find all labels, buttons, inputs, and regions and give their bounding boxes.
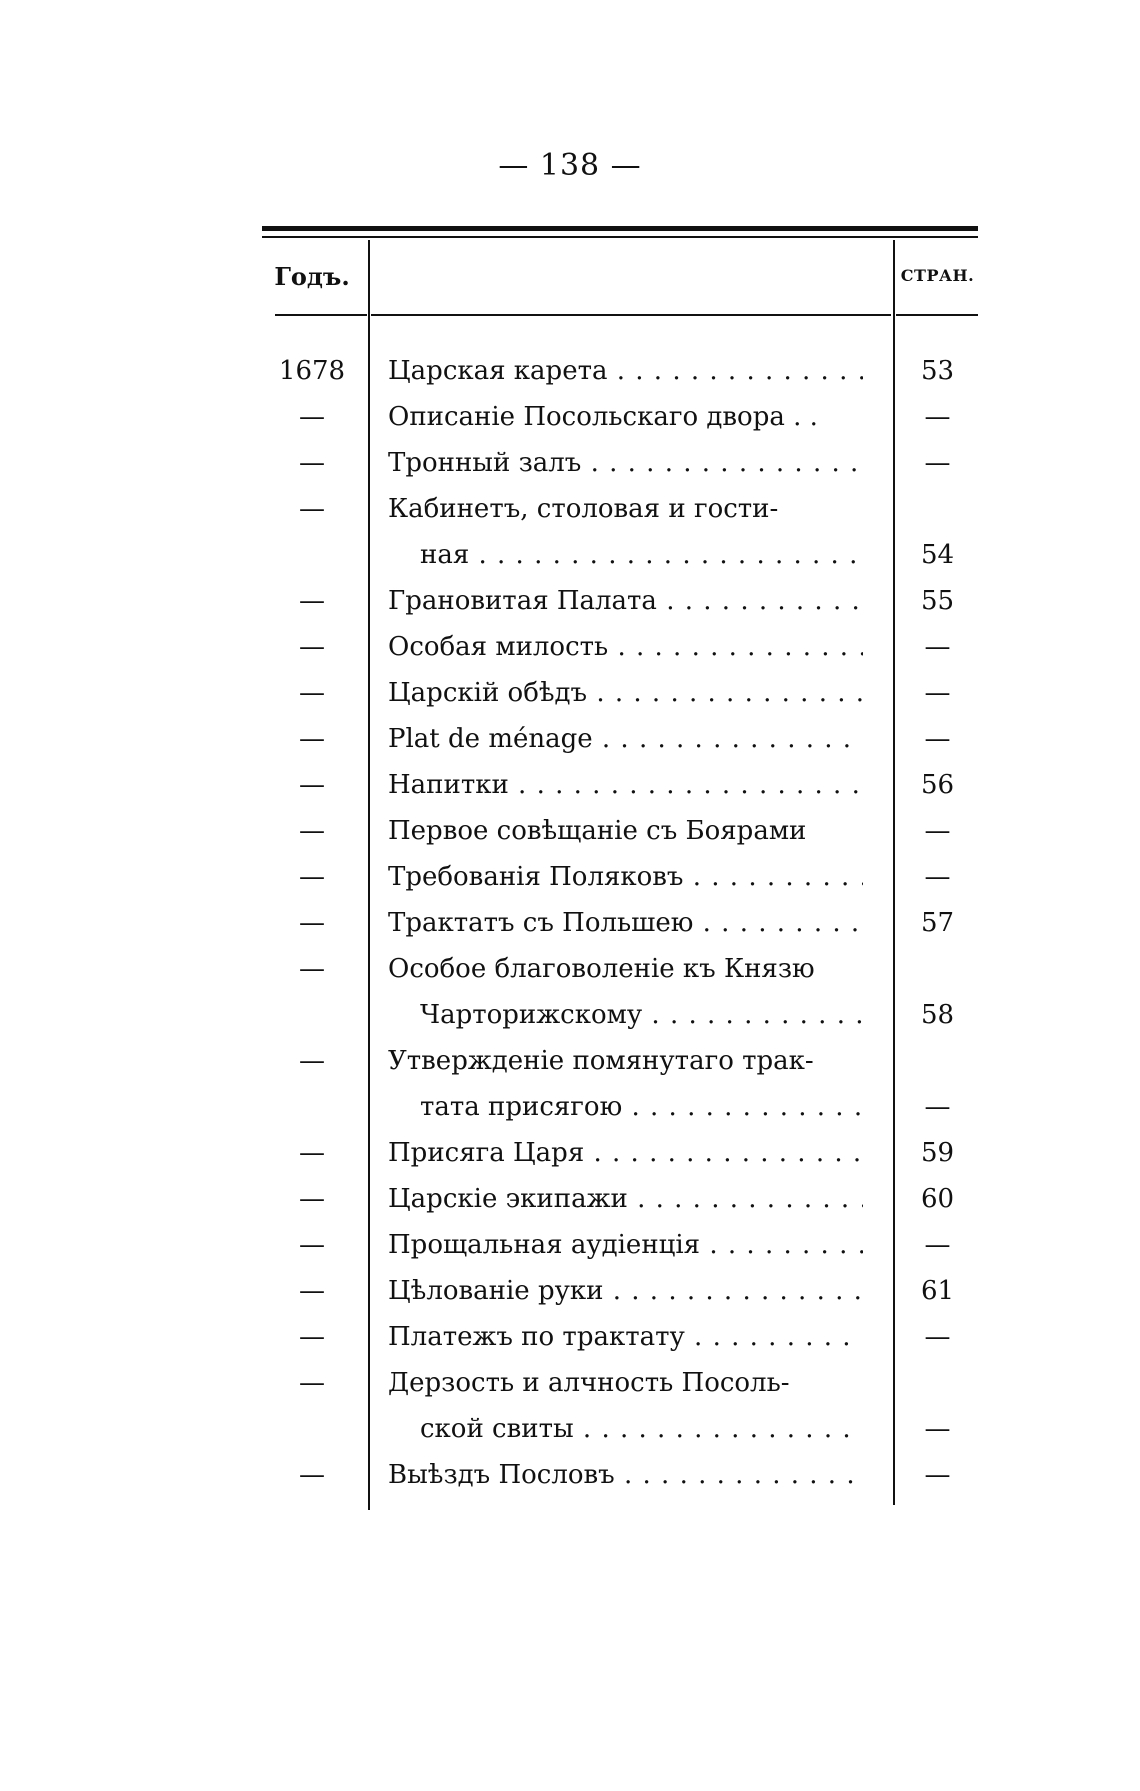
row-title: Чарторижскому . . . <box>420 992 863 1038</box>
table-row <box>0 1452 1140 1498</box>
row-title: Тронный залъ . . . <box>388 440 863 486</box>
table-row <box>0 1406 1140 1452</box>
row-title: Платежъ по трактату . . . <box>388 1314 863 1360</box>
row-year: — <box>299 1368 325 1398</box>
header-page: СТРАН. <box>900 266 975 285</box>
row-year: — <box>299 816 325 846</box>
table-row <box>0 716 1140 762</box>
row-page: — <box>924 1460 951 1490</box>
row-title: Утвержденіе помянутаго трак- <box>388 1046 814 1076</box>
row-page: 55 <box>920 586 955 616</box>
row-page: — <box>924 1092 951 1122</box>
row-page: — <box>924 678 951 708</box>
row-page: — <box>924 448 951 478</box>
row-year: — <box>299 448 325 478</box>
row-year: 1678 <box>278 356 346 386</box>
row-year: — <box>299 632 325 662</box>
table-row <box>0 946 1140 992</box>
row-title: Царскій обѣдъ . . . <box>388 670 863 716</box>
header-underline-title <box>371 314 891 316</box>
header-rule-thick <box>262 226 978 231</box>
table-row <box>0 1314 1140 1360</box>
table-row <box>0 1222 1140 1268</box>
row-title: Особая милость . . . <box>388 624 863 670</box>
table-row <box>0 1176 1140 1222</box>
row-year: — <box>299 586 325 616</box>
row-year: — <box>299 494 325 524</box>
row-page: — <box>924 862 951 892</box>
table-row <box>0 992 1140 1038</box>
row-title: Описаніе Посольскаго двора . . <box>388 402 818 432</box>
row-title: ской свиты . . . <box>420 1406 863 1452</box>
row-title: Требованія Поляковъ . . . <box>388 854 863 900</box>
row-year: — <box>299 1230 325 1260</box>
row-title: Присяга Царя . . . <box>388 1130 863 1176</box>
row-year: — <box>299 724 325 754</box>
contents-table <box>0 348 1140 1498</box>
row-title: Трактатъ съ Польшею . . . <box>388 900 863 946</box>
row-page: 54 <box>920 540 955 570</box>
table-row <box>0 486 1140 532</box>
table-row <box>0 1084 1140 1130</box>
row-year: — <box>299 862 325 892</box>
row-page: 61 <box>920 1276 955 1306</box>
row-page: 58 <box>920 1000 955 1030</box>
header-underline-year <box>275 314 367 316</box>
table-row <box>0 808 1140 854</box>
row-year: — <box>299 678 325 708</box>
row-year: — <box>299 1322 325 1352</box>
table-row <box>0 854 1140 900</box>
row-title: Царскіе экипажи . . . <box>388 1176 863 1222</box>
row-page: — <box>924 402 951 432</box>
row-title: Первое совѣщаніе съ Боярами <box>388 816 807 846</box>
row-page: — <box>924 724 951 754</box>
table-row <box>0 670 1140 716</box>
table-row <box>0 394 1140 440</box>
page-number: — 138 — <box>498 148 642 183</box>
row-page: 56 <box>920 770 955 800</box>
table-row <box>0 762 1140 808</box>
row-page: — <box>924 632 951 662</box>
row-page: 59 <box>920 1138 955 1168</box>
table-row <box>0 1268 1140 1314</box>
row-page: 60 <box>920 1184 955 1214</box>
row-page: 53 <box>920 356 955 386</box>
row-year: — <box>299 1138 325 1168</box>
table-row <box>0 1130 1140 1176</box>
row-title: Plat de ménage . . . <box>388 716 863 762</box>
row-year: — <box>299 1276 325 1306</box>
table-row <box>0 900 1140 946</box>
header-rule-thin <box>262 236 978 238</box>
row-title: Цѣлованіе руки . . . <box>388 1268 863 1314</box>
row-page: — <box>924 816 951 846</box>
table-row <box>0 532 1140 578</box>
row-year: — <box>299 402 325 432</box>
row-title: Грановитая Палата . . . <box>388 578 863 624</box>
row-title: Царская карета . . . <box>388 348 863 394</box>
row-page: — <box>924 1230 951 1260</box>
header-underline-page <box>896 314 978 316</box>
row-year: — <box>299 1046 325 1076</box>
row-page: — <box>924 1322 951 1352</box>
row-title: Напитки . . . <box>388 762 863 808</box>
row-title: Кабинетъ, столовая и гости- <box>388 494 779 524</box>
table-row <box>0 578 1140 624</box>
row-title: Дерзость и алчность Посоль- <box>388 1368 790 1398</box>
table-row <box>0 624 1140 670</box>
table-row <box>0 1038 1140 1084</box>
row-page: — <box>924 1414 951 1444</box>
row-year: — <box>299 908 325 938</box>
row-year: — <box>299 770 325 800</box>
table-row <box>0 440 1140 486</box>
table-row <box>0 1360 1140 1406</box>
row-title: Выѣздъ Пословъ . . . <box>388 1452 863 1498</box>
row-title: тата присягою . . . <box>420 1084 863 1130</box>
table-row <box>0 348 1140 394</box>
row-year: — <box>299 954 325 984</box>
header-year: Годъ. <box>274 262 350 291</box>
row-title: Особое благоволеніе къ Князю <box>388 954 815 984</box>
row-page: 57 <box>920 908 955 938</box>
row-title: Прощальная аудіенція . . . <box>388 1222 863 1268</box>
row-year: — <box>299 1460 325 1490</box>
row-year: — <box>299 1184 325 1214</box>
row-title: ная . . . <box>420 532 863 578</box>
